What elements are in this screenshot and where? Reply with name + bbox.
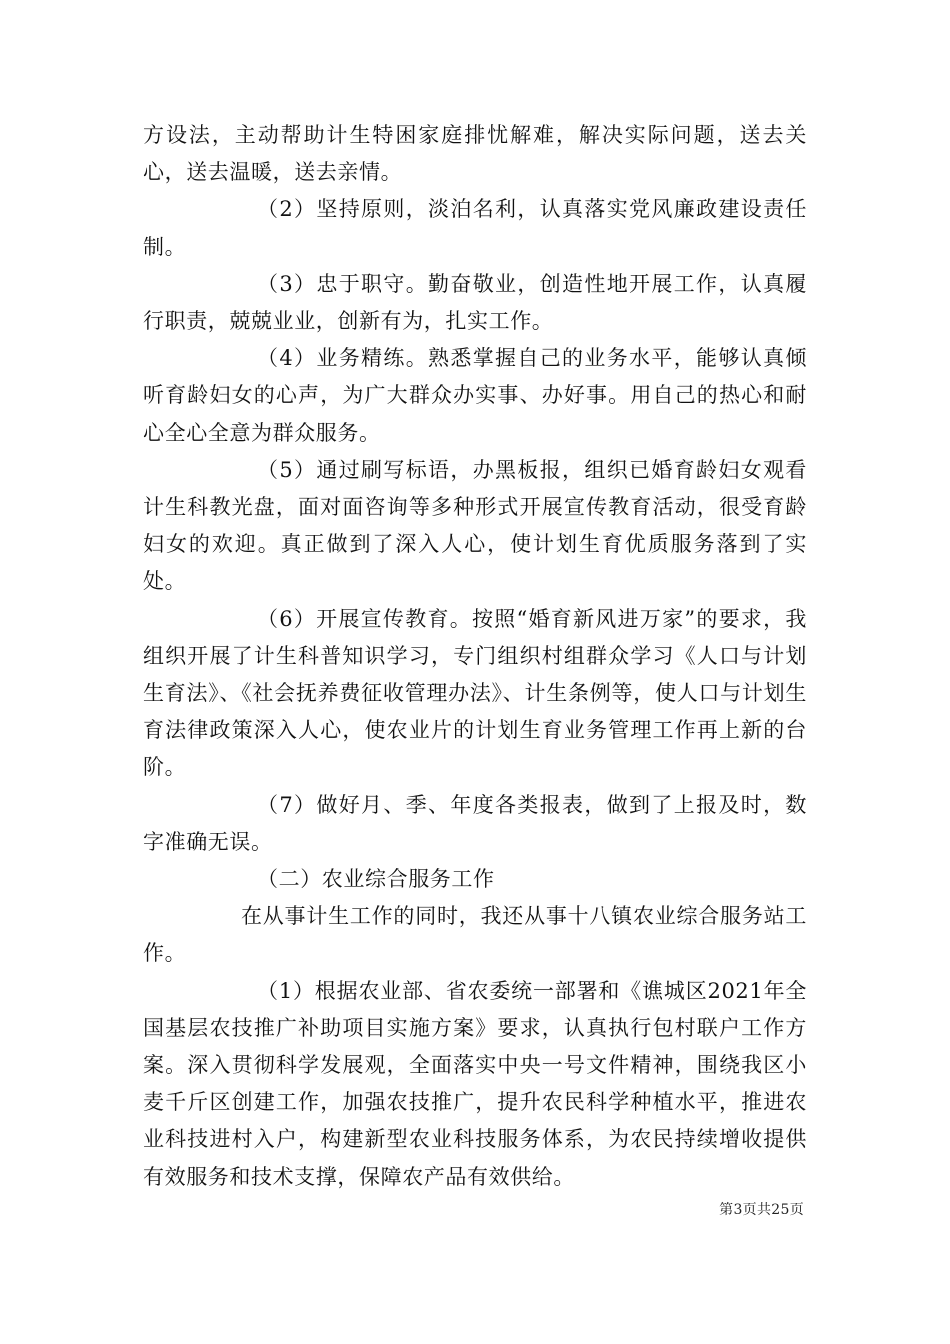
paragraph-item-7: （7）做好月、季、年度各类报表，做到了上报及时，数字准确无误。 — [143, 792, 807, 854]
paragraph-agriculture-intro: 在从事计生工作的同时，我还从事十八镇农业综合服务站工作。 — [143, 904, 807, 966]
page-number-footer: 第3页共25页 — [719, 1202, 804, 1218]
paragraph-item-5: （5）通过刷写标语，办黑板报，组织已婚育龄妇女观看计生科教光盘，面对面咨询等多种形式开展宣传教育活动，很受育龄妇女的欢迎。真正做到了深入人心，使计划生育优质服务落到了实处。 — [143, 457, 807, 594]
paragraph-item-3: （3）忠于职守。勤奋敬业，创造性地开展工作，认真履行职责，兢兢业业，创新有为，扎实工作。 — [143, 271, 807, 334]
paragraph-agriculture-item-1: （1）根据农业部、省农委统一部署和《谯城区2021年全国基层农技推广补助项目实施方案》要求，认真执行包村联户工作方案。深入贯彻科学发展观，全面落实中央一号文件精神，围绕我区小麦千斤区创建工作，加强农技推广，提升农民科学种植水平，推进农业科技进村入户，构建新型农业科技服务体系，为农民持续增收提供有效服务和技术支撑，保障农产品有效供给。 — [143, 978, 807, 1189]
paragraph-continued: 方设法，主动帮助计生特困家庭排忧解难，解决实际问题，送去关心，送去温暖，送去亲情。 — [143, 123, 807, 185]
section-heading-agriculture: （二）农业综合服务工作 — [257, 867, 495, 892]
paragraph-item-6: （6）开展宣传教育。按照“婚育新风进万家”的要求，我组织开展了计生科普知识学习，专门组织村组群众学习《人口与计划生育法》、《社会抚养费征收管理办法》、计生条例等，使人口与计划生育法律政策深入人心，使农业片的计划生育业务管理工作再上新的台阶。 — [143, 606, 807, 780]
paragraph-item-4: （4）业务精练。熟悉掌握自己的业务水平，能够认真倾听育龄妇女的心声，为广大群众办实事、办好事。用自己的热心和耐心全心全意为群众服务。 — [143, 346, 807, 445]
document-body — [143, 117, 807, 1196]
paragraph-item-2: （2）坚持原则，淡泊名利，认真落实党风廉政建设责任制。 — [143, 197, 807, 259]
